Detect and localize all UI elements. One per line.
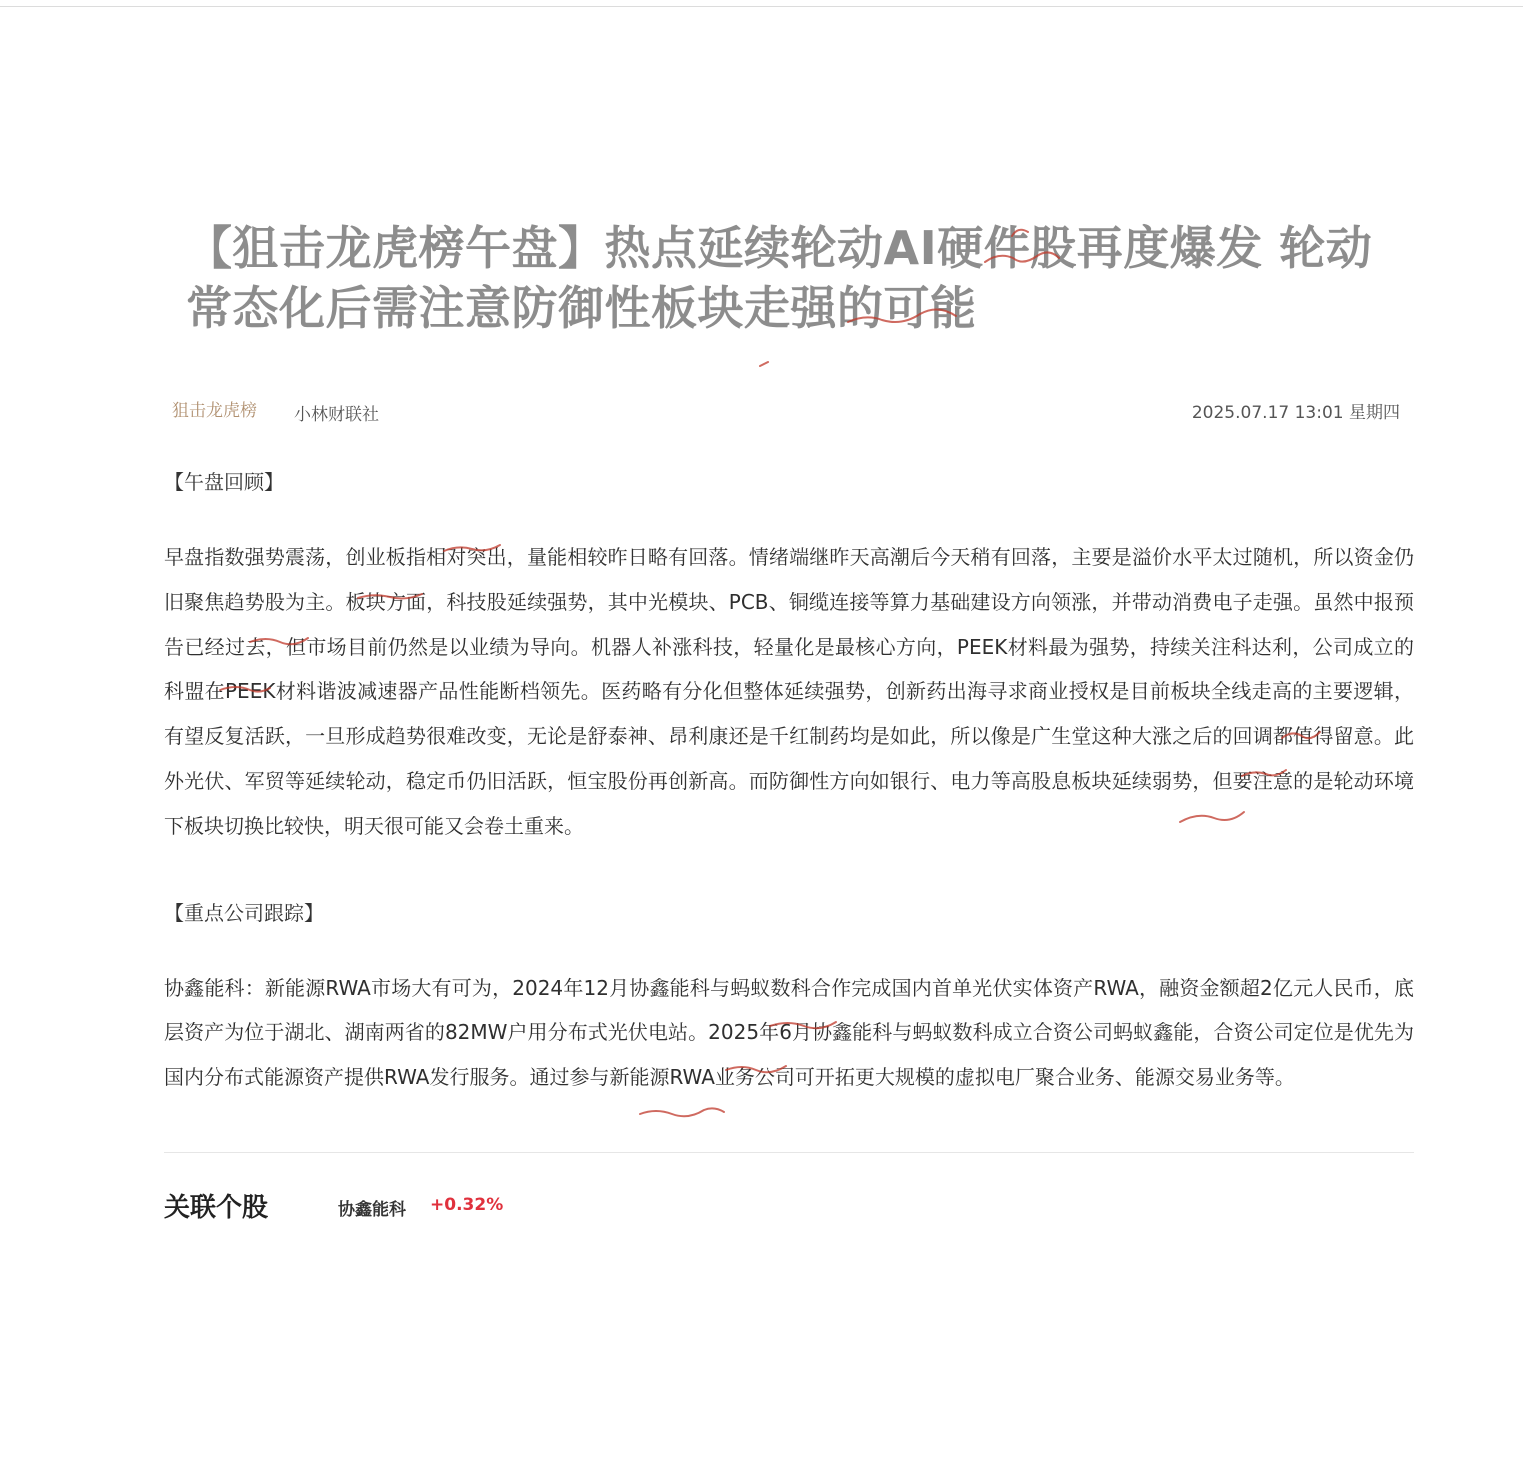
source-name: 小林财联社: [294, 405, 379, 425]
related-stocks: [164, 1181, 1414, 1221]
section-heading-company: 【重点公司跟踪】: [164, 900, 324, 925]
section-body-review: 早盘指数强势震荡，创业板指相对突出，量能相较昨日略有回落。情绪端继昨天高潮后今天稍有回落，主要是溢价水平太过随机，所以资金仍旧聚焦趋势股为主。板块方面，科技股延续强势，其中光模块、PCB、铜缆连接等算力基础建设方向领涨，并带动消费电子走强。虽然中报预告已经过去，但市场目前仍然是以业绩为导向。机器人补涨科技，轻量化是最核心方向，PEEK材料最为强势，持续关注科达利，公司成立的科盟在PEEK材料谐波减速器产品性能断档领先。医药略有分化但整体延续强势，创新药出海寻求商业授权是目前板块全线走高的主要逻辑，有望反复活跃，一旦形成趋势很难改变，无论是舒泰神、昂利康还是千红制药均是如此，所以像是广生堂这种大涨之后的回调都值得留意。此外光伏、军贸等延续轮动，稳定币仍旧活跃，恒宝股份再创新高。而防御性方向如银行、电力等高股息板块延续弱势，但要注意的是轮动环境下板块切换比较快，明天很可能又会卷土重来。: [164, 545, 1414, 838]
article-meta: [164, 396, 1414, 426]
article-title: 【狙击龙虎榜午盘】热点延续轮动AI硬件股再度爆发 轮动常态化后需注意防御性板块走强的可能: [186, 221, 1373, 335]
divider: [164, 1152, 1414, 1153]
stock-change-badge: +0.32%: [430, 1194, 504, 1215]
column-link[interactable]: 狙击龙虎榜: [172, 401, 257, 421]
top-border: [0, 6, 1523, 7]
stock-link[interactable]: 协鑫能科: [338, 1199, 406, 1220]
publish-datetime: 2025.07.17 13:01 星期四: [1191, 403, 1400, 423]
section-heading-review: 【午盘回顾】: [164, 470, 284, 494]
related-stocks-label: 关联个股: [164, 1192, 269, 1223]
section-body-company: 协鑫能科：新能源RWA市场大有可为，2024年12月协鑫能科与蚂蚁数科合作完成国内首单光伏实体资产RWA，融资金额超2亿元人民币，底层资产为位于湖北、湖南两省的82MW户用分布式光伏电站。2025年6月协鑫能科与蚂蚁数科成立合资公司蚂蚁鑫能，合资公司定位是优先为国内分布式能源资产提供RWA发行服务。通过参与新能源RWA业务公司可开拓更大规模的虚拟电厂聚合业务、能源交易业务等。: [164, 975, 1414, 1090]
article: [164, 218, 1414, 1221]
